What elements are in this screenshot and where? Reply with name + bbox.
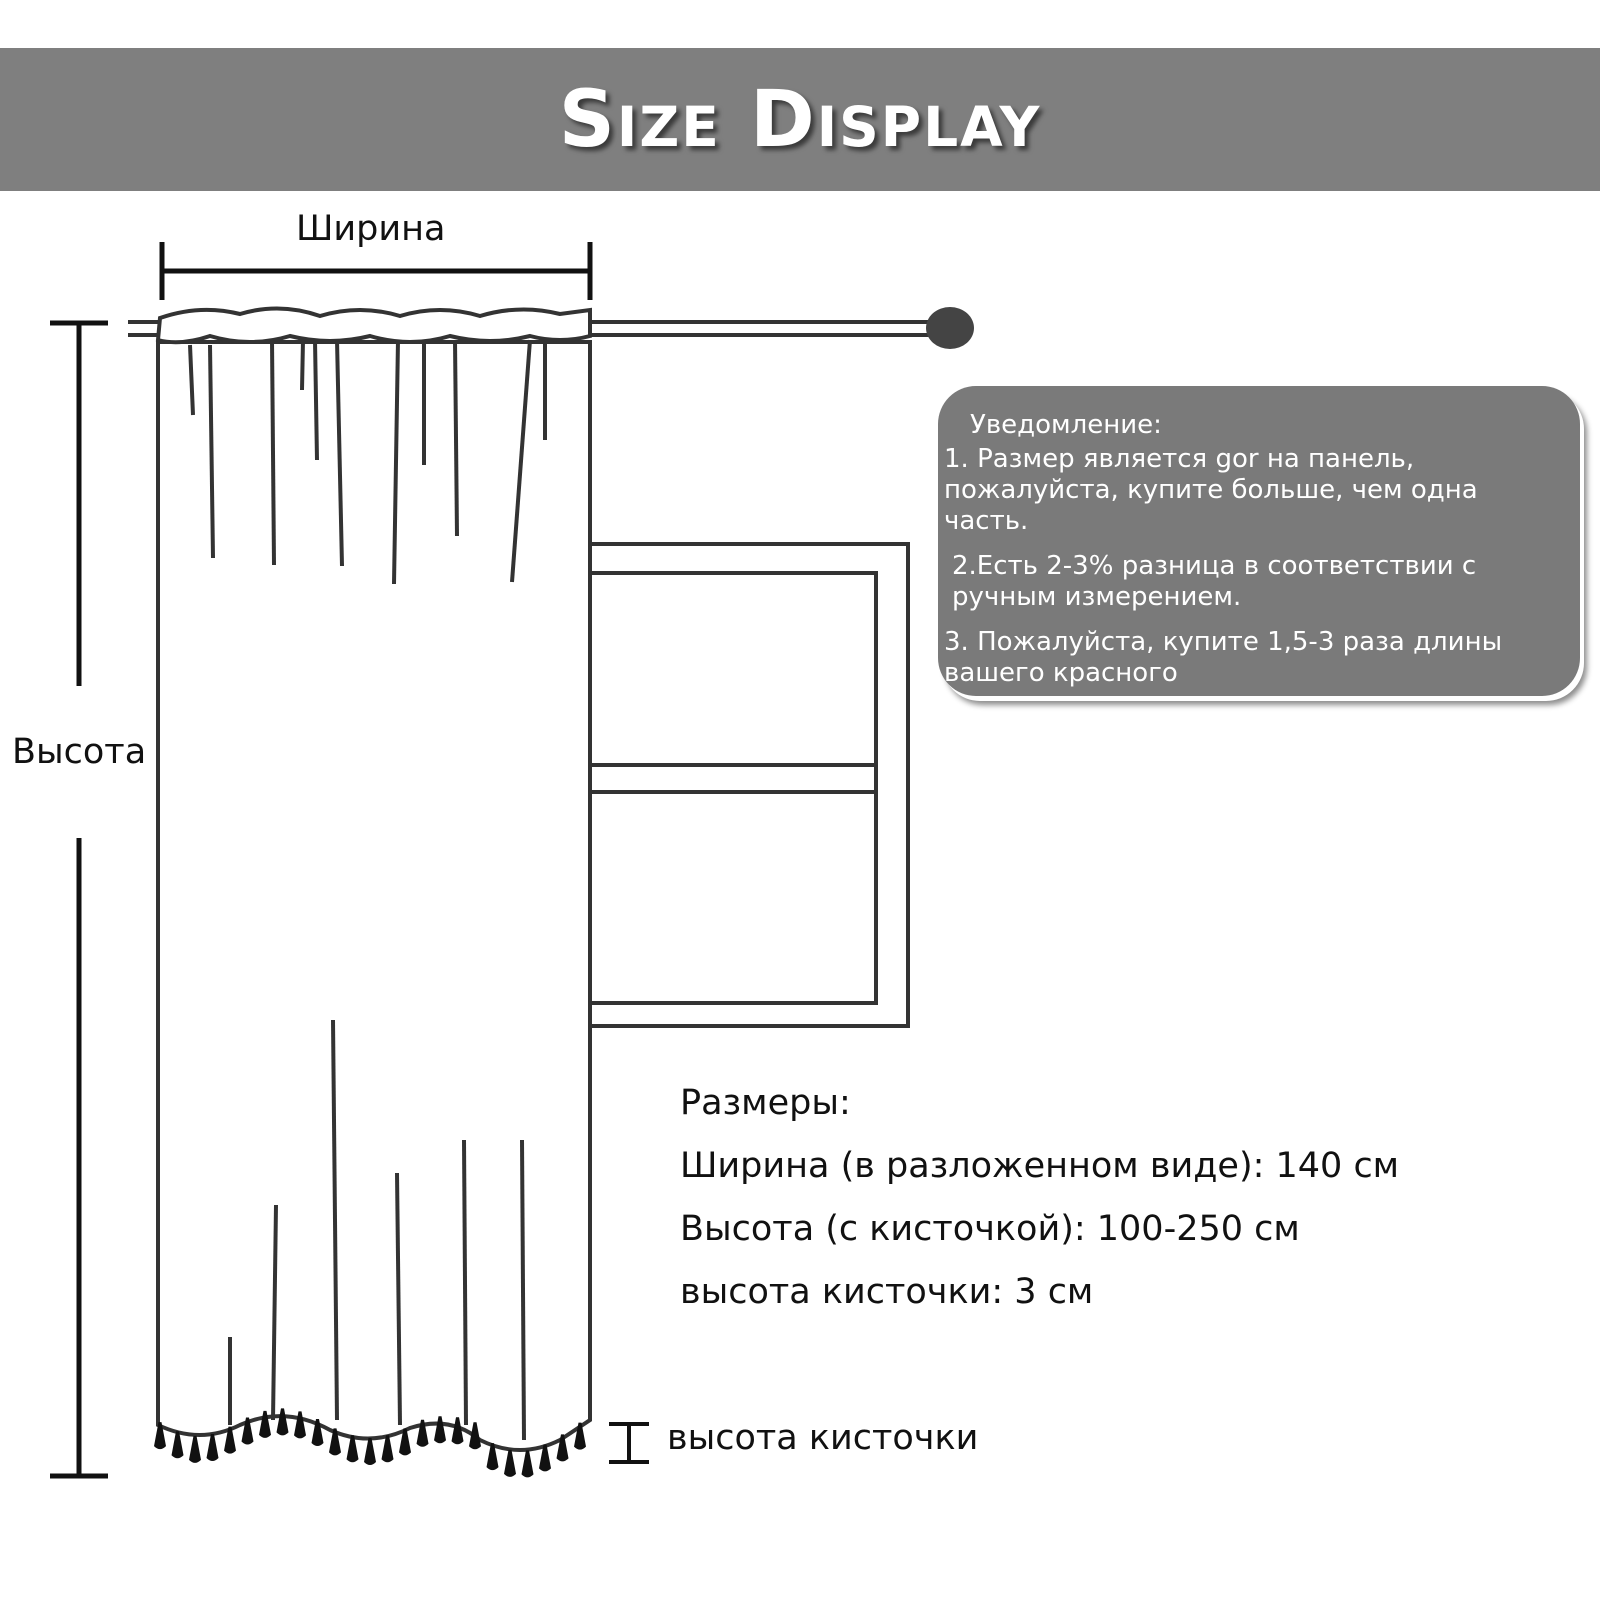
notice-box <box>938 386 1580 696</box>
tassel-height-label: высота кисточки <box>667 1418 979 1458</box>
spec-height: Высота (с кисточкой): 100-250 см <box>680 1209 1300 1249</box>
curtain-panel <box>158 308 590 1450</box>
width-label: Ширина <box>296 209 446 249</box>
tassel <box>207 1434 219 1461</box>
specs-heading: Размеры: <box>680 1083 851 1123</box>
tassel <box>364 1438 376 1465</box>
tassel <box>382 1435 394 1462</box>
notice-item-2: 2.Есть 2-3% разница в соответствии с ручным измерением. <box>952 551 1477 612</box>
tassel <box>189 1436 201 1463</box>
spec-width: Ширина (в разложенном виде): 140 см <box>680 1146 1400 1186</box>
rod-finial <box>926 307 974 349</box>
height-dimension <box>50 323 108 1476</box>
tassel <box>522 1450 534 1477</box>
tassel <box>172 1431 184 1458</box>
spec-tassel: высота кисточки: 3 см <box>680 1272 1094 1312</box>
width-dimension <box>162 242 590 300</box>
tassel <box>504 1450 516 1477</box>
banner-title: Size Display <box>558 74 1042 165</box>
notice-item-3: 3. Пожалуйста, купите 1,5-3 раза длины вашего красного <box>944 627 1503 688</box>
height-label: Высота <box>12 732 147 772</box>
notice-item-1: 1. Размер является gor на панель, пожалуйста, купите больше, чем одна часть. <box>944 444 1478 536</box>
notice-title: Уведомление: <box>970 410 1162 440</box>
tassel-height-dimension <box>609 1424 649 1462</box>
size-specs <box>680 1072 1399 1324</box>
window-illustration <box>560 544 908 1026</box>
